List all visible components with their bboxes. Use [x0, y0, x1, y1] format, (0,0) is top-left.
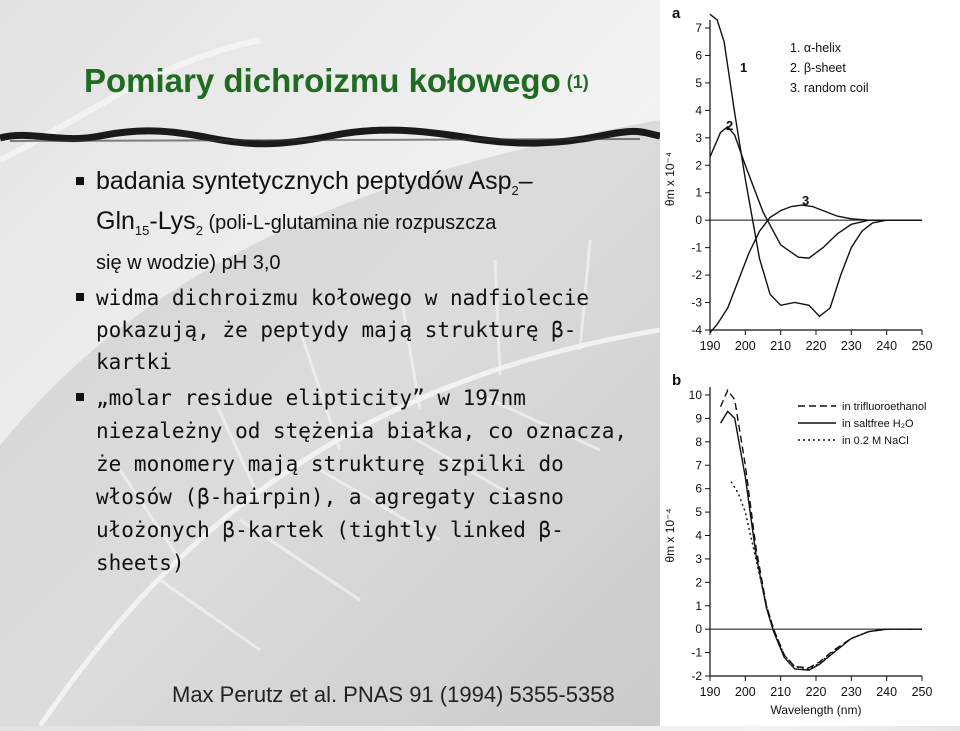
title-number: (1) — [566, 72, 589, 92]
panel-b-y-tick-label: 9 — [695, 411, 702, 426]
bullet-2 — [76, 282, 646, 378]
panel-b-x-axis-label: Wavelength (nm) — [770, 703, 862, 717]
panel-a-y-axis-label: θm x 10⁻⁴ — [663, 151, 677, 207]
title-text: Pomiary dichroizmu kołowego — [84, 62, 561, 99]
panel-b-legend-entry: in saltfree H₂O — [842, 418, 914, 430]
panel-b-y-tick-label: 6 — [695, 481, 702, 496]
panel-a-y-tick-label: 1 — [695, 185, 702, 200]
bullet-3-line-3: że monomery mają strukturę szpilki do — [96, 452, 564, 476]
panel-b-y-tick-label: 10 — [688, 388, 702, 402]
panel-b-series-1-line — [721, 390, 922, 668]
bullet-3-line-5: ułożonych β-kartek (tightly linked β- — [96, 518, 564, 542]
panel-a-series-2-line — [710, 127, 922, 258]
panel-b-y-tick-label: 3 — [695, 551, 702, 566]
bullet-3-line-6: sheets) — [96, 551, 185, 575]
bullet-1-text-f: się w wodzie) pH 3,0 — [96, 252, 281, 274]
bullet-1-text-b: – — [518, 167, 533, 195]
panel-a-legend-entry: 2. β-sheet — [790, 61, 846, 75]
panel-a-x-tick-label: 240 — [876, 339, 898, 353]
slide-title — [84, 62, 589, 100]
panel-a-y-tick-label: 0 — [695, 213, 702, 228]
bullet-1 — [76, 166, 646, 278]
citation: Max Perutz et al. PNAS 91 (1994) 5355-5358 — [172, 682, 615, 707]
panel-a-curve-label: 3 — [802, 193, 810, 208]
panel-a-x-tick-label: 220 — [805, 339, 827, 353]
panel-b-x-tick-label: 230 — [840, 685, 862, 699]
panel-b-x-tick-label: 200 — [734, 685, 756, 699]
panel-a-y-tick-label: 5 — [695, 75, 702, 90]
bullet-1-sub-a: 2 — [511, 183, 519, 198]
panel-b-y-tick-label: 2 — [695, 575, 702, 590]
panel-a-curve-label: 1 — [740, 60, 748, 75]
bullet-3 — [76, 382, 646, 580]
panel-a-x-tick-label: 190 — [699, 339, 721, 353]
panel-b-y-tick-label: 0 — [695, 622, 702, 637]
bullet-list — [76, 166, 646, 584]
bullet-2-line-2: pokazują, że peptydy mają strukturę β- — [96, 318, 577, 342]
panel-a-y-tick-label: 6 — [695, 48, 702, 63]
panel-b-y-tick-label: 8 — [695, 434, 702, 449]
panel-a-y-tick-label: -2 — [691, 268, 702, 283]
panel-a-legend-entry: 3. random coil — [790, 81, 869, 95]
panel-b-x-tick-label: 220 — [805, 685, 827, 699]
bullet-1-sub-c: 2 — [195, 223, 203, 238]
panel-b-label: b — [672, 372, 682, 389]
panel-a-y-tick-label: -1 — [691, 240, 702, 255]
panel-a-x-tick-label: 250 — [911, 339, 933, 353]
panel-a-legend-entry: 1. α-helix — [790, 41, 841, 55]
panel-b-x-tick-label: 240 — [876, 685, 898, 699]
cd-spectra-figure — [660, 0, 960, 726]
panel-b-x-tick-label: 210 — [770, 685, 792, 699]
panel-a-x-tick-label: 200 — [734, 339, 756, 353]
panel-b-legend-entry: in 0.2 M NaCl — [842, 435, 909, 447]
panel-b-legend-entry: in trifluoroethanol — [842, 401, 927, 413]
panel-a-y-tick-label: 7 — [695, 21, 702, 35]
panel-a-x-tick-label: 210 — [770, 339, 792, 353]
panel-a-curve-label: 2 — [726, 118, 734, 133]
panel-b-y-axis-label: θm x 10⁻⁴ — [663, 508, 677, 563]
panel-b-y-tick-label: -1 — [691, 645, 702, 660]
decorative-divider — [0, 126, 660, 148]
bullet-1-text-a: badania syntetycznych peptydów Asp — [96, 167, 512, 195]
bullet-2-line-1: widma dichroizmu kołowego w nadfiolecie — [96, 286, 590, 310]
panel-a-x-tick-label: 230 — [840, 339, 862, 353]
cd-spectra-svg — [660, 0, 960, 726]
panel-b-y-tick-label: 1 — [695, 598, 702, 613]
bullet-1-text-d: -Lys — [149, 207, 196, 235]
bullet-1-text-e: (poli-L-glutamina nie rozpuszcza — [202, 212, 497, 234]
panel-a-y-tick-label: 3 — [695, 130, 702, 145]
panel-a-y-tick-label: 2 — [695, 158, 702, 173]
panel-b-x-tick-label: 250 — [911, 685, 933, 699]
bullet-1-sub-b: 15 — [134, 223, 150, 238]
panel-b-y-tick-label: 7 — [695, 458, 702, 473]
bullet-3-line-2: niezależny od stężenia białka, co oznacza, — [96, 419, 628, 443]
panel-a-label: a — [672, 5, 681, 22]
bullet-3-line-1: „molar residue elipticity” w 197nm — [96, 386, 526, 410]
panel-b-y-tick-label: 5 — [695, 505, 702, 520]
panel-b-y-tick-label: -2 — [691, 669, 702, 683]
panel-a-y-tick-label: 4 — [695, 103, 702, 118]
panel-a-y-tick-label: -4 — [691, 323, 702, 337]
panel-a-y-tick-label: -3 — [691, 295, 702, 310]
bullet-2-line-3: kartki — [96, 350, 172, 374]
panel-b-x-tick-label: 190 — [699, 685, 721, 699]
bullet-1-text-c: Gln — [96, 207, 135, 235]
panel-b-y-tick-label: 4 — [695, 528, 702, 543]
bullet-3-line-4: włosów (β-hairpin), a agregaty ciasno — [96, 485, 564, 509]
panel-b-series-2-line — [721, 411, 922, 670]
